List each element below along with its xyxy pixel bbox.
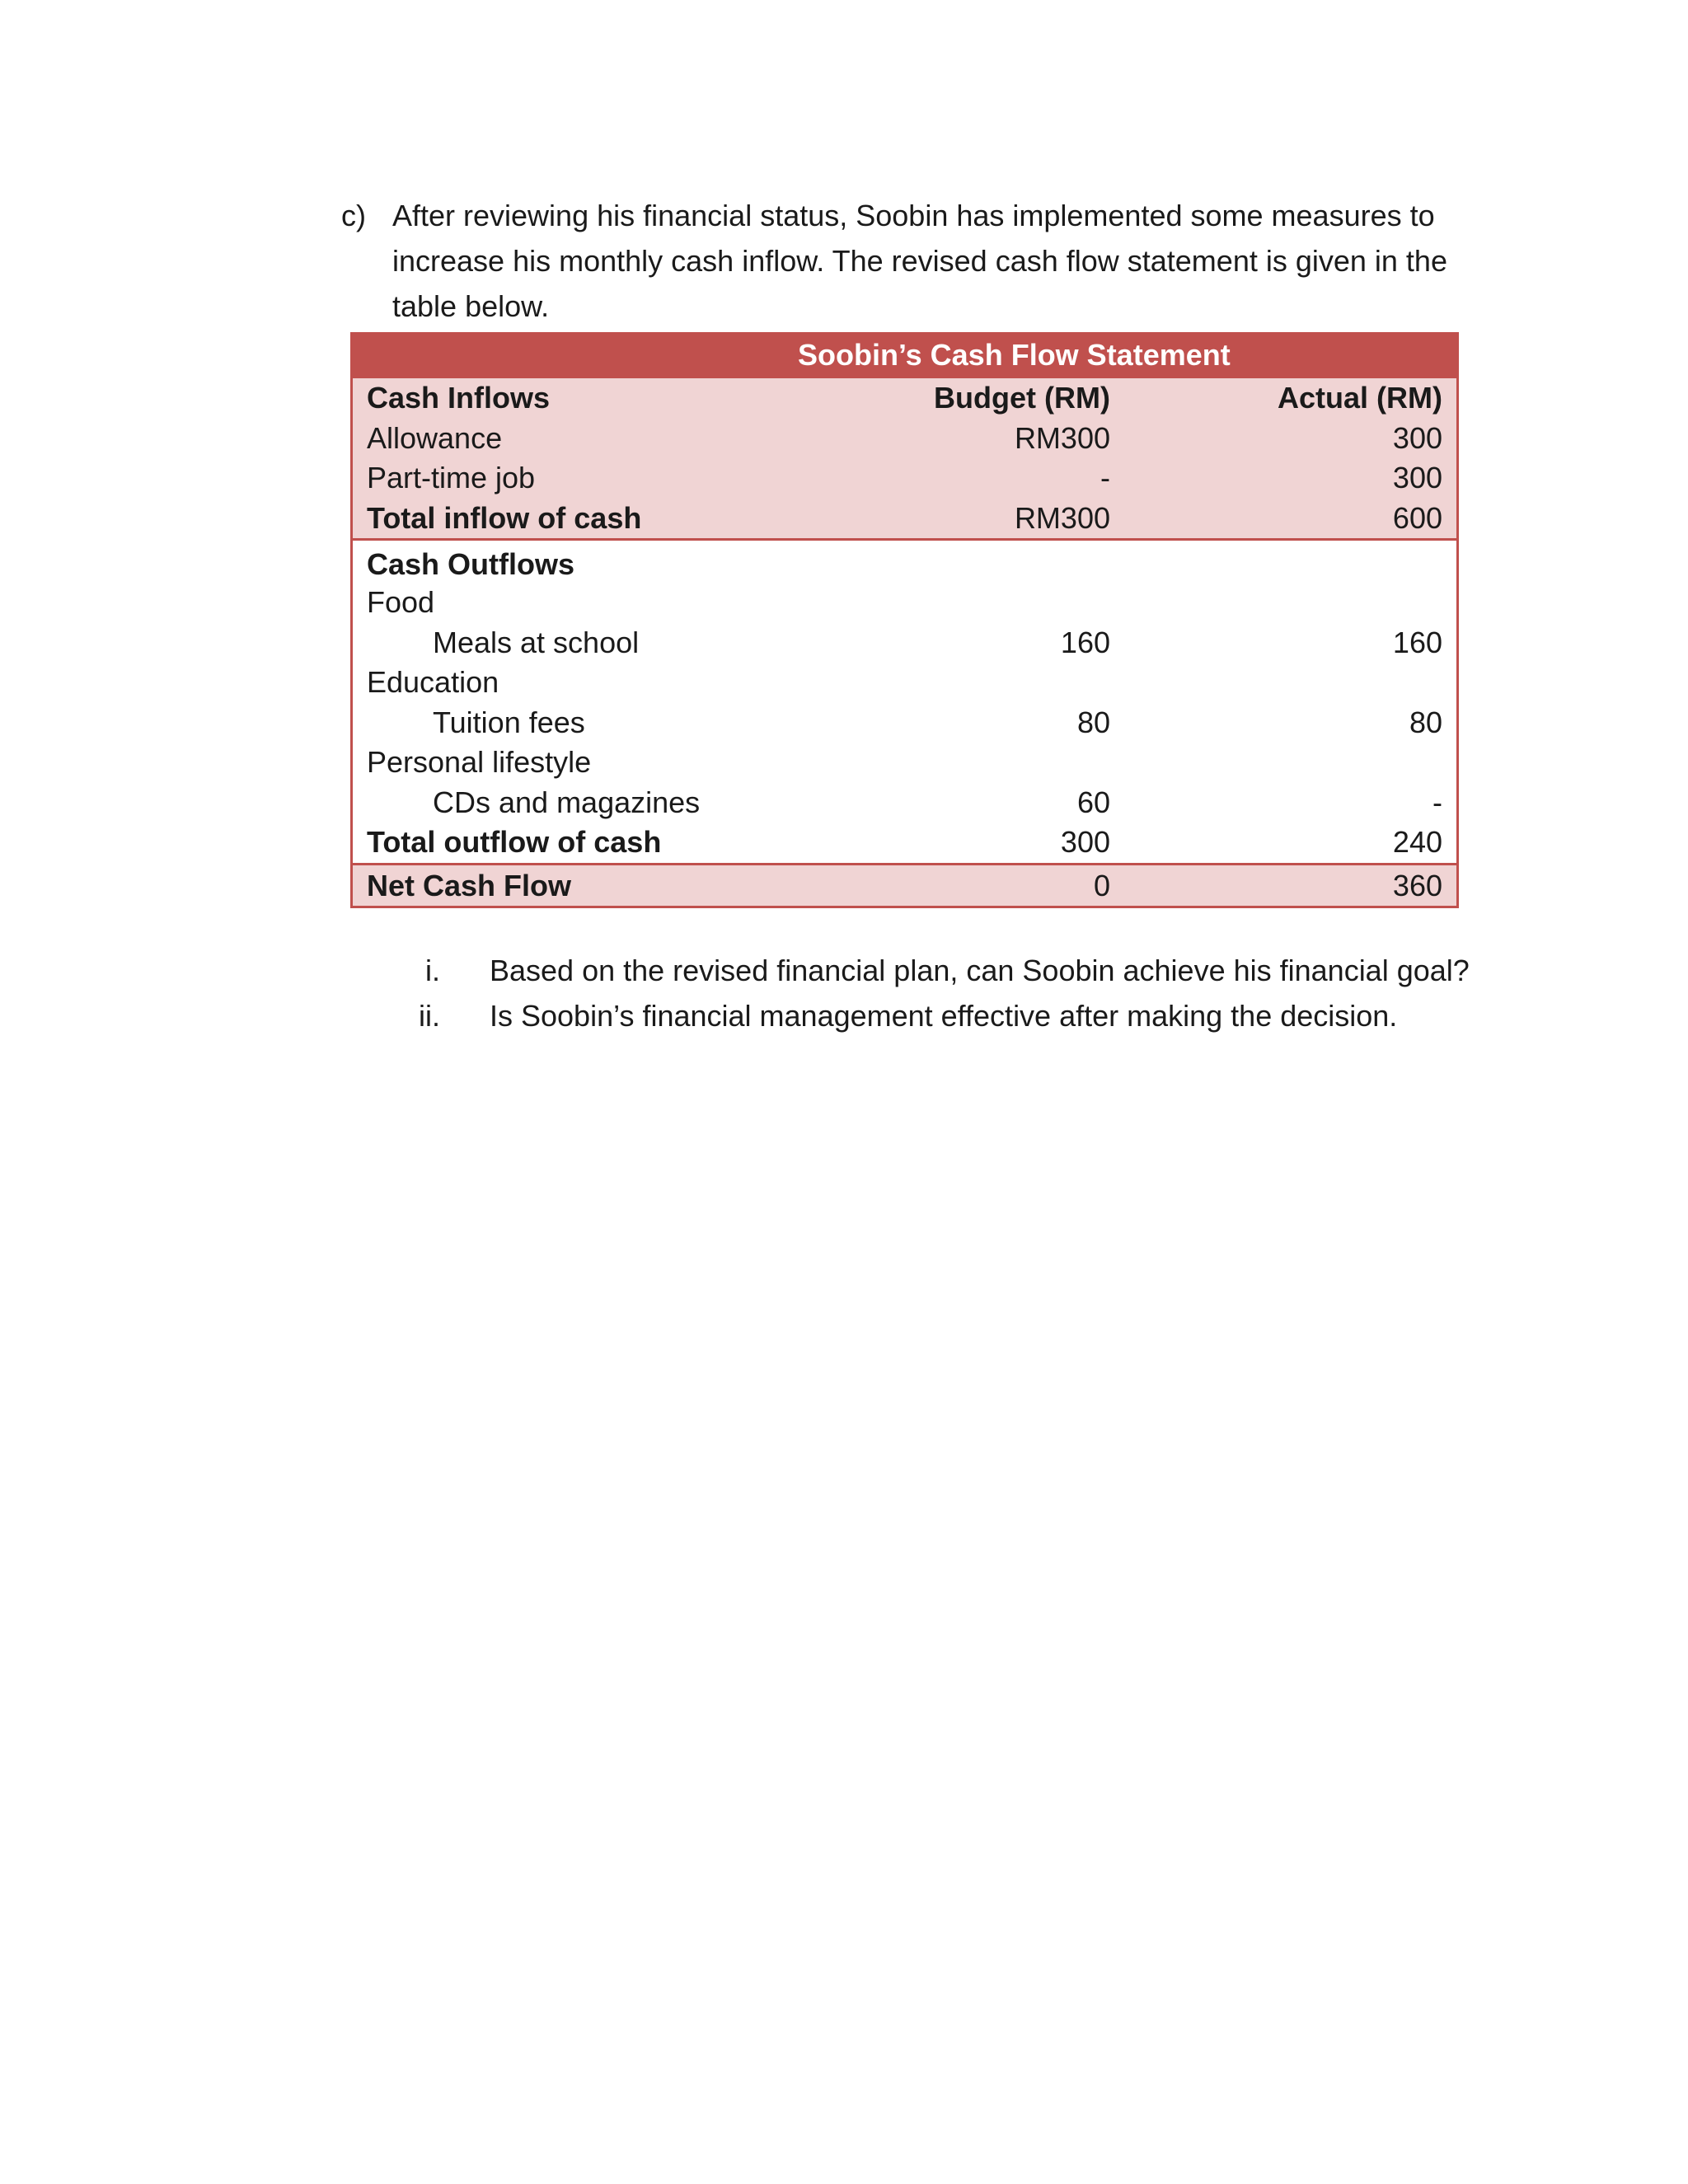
table-row-food: [353, 583, 1456, 623]
table-row-tuition-fees: [353, 703, 1456, 743]
question-c: [341, 193, 1479, 329]
budget-value: 160: [1060, 625, 1110, 659]
list-item: [379, 948, 1533, 993]
row-label: Food: [367, 585, 435, 619]
table-row-education: [353, 663, 1456, 703]
table-row-total-inflow: [353, 499, 1456, 539]
budget-value: 300: [1060, 825, 1110, 859]
row-label: Personal lifestyle: [367, 745, 592, 779]
row-label: Total inflow of cash: [367, 500, 642, 535]
table-row-part-time-job: [353, 458, 1456, 499]
sub-question-text: Is Soobin’s financial management effective after making the decision.: [490, 999, 1398, 1033]
table-row-net-cash-flow: [353, 865, 1456, 906]
sub-question-number: ii.: [419, 999, 440, 1033]
table-row-meals-at-school: [353, 623, 1456, 663]
actual-value: 80: [1409, 705, 1442, 739]
row-label: Part-time job: [367, 461, 536, 494]
sub-question-text: Based on the revised financial plan, can Soobin achieve his financial goal?: [490, 954, 1470, 987]
sub-question-number: i.: [425, 954, 440, 987]
actual-column-header: Actual (RM): [1278, 381, 1442, 415]
actual-value: 360: [1392, 868, 1442, 902]
budget-column-header: Budget (RM): [934, 381, 1110, 415]
outflows-header-row: [353, 541, 1456, 583]
row-label: Allowance: [367, 420, 503, 455]
table-row-personal-lifestyle: [353, 743, 1456, 783]
outflows-section: [353, 541, 1456, 863]
budget-value: RM300: [1014, 500, 1110, 535]
table-row-total-outflow: [353, 823, 1456, 863]
inflows-header-row: [353, 378, 1456, 419]
row-label: Education: [367, 665, 499, 699]
row-label: Total outflow of cash: [367, 825, 662, 859]
actual-value: 300: [1392, 461, 1442, 494]
budget-value: 0: [1093, 868, 1110, 902]
cash-flow-table: [350, 332, 1459, 908]
actual-value: 300: [1392, 420, 1442, 455]
row-label: Tuition fees: [433, 705, 585, 739]
table-row-allowance: [353, 419, 1456, 459]
budget-value: RM300: [1014, 420, 1110, 455]
list-item: [379, 993, 1533, 1038]
sub-questions-list: [379, 948, 1533, 1038]
inflows-section: [353, 376, 1456, 541]
table-title: Soobin’s Cash Flow Statement: [353, 335, 1456, 376]
budget-value: 80: [1076, 705, 1110, 739]
budget-value: -: [1100, 461, 1110, 494]
row-label: CDs and magazines: [433, 785, 701, 819]
row-label: Net Cash Flow: [367, 868, 572, 902]
actual-value: 160: [1392, 625, 1442, 659]
row-label: Meals at school: [433, 625, 640, 659]
inflows-header-label: Cash Inflows: [367, 381, 551, 415]
outflows-header-label: Cash Outflows: [367, 547, 575, 581]
net-cash-flow-section: [353, 863, 1456, 906]
actual-value: -: [1432, 785, 1442, 819]
actual-value: 600: [1392, 500, 1442, 535]
actual-value: 240: [1392, 825, 1442, 859]
question-text: After reviewing his financial status, Soobin has implemented some measures to increase his monthly cash inflow. The revised cash flow statement is given in the table below.: [392, 199, 1447, 323]
budget-value: 60: [1076, 785, 1110, 819]
question-label: c): [341, 199, 366, 232]
table-row-cds-and-magazines: [353, 783, 1456, 823]
